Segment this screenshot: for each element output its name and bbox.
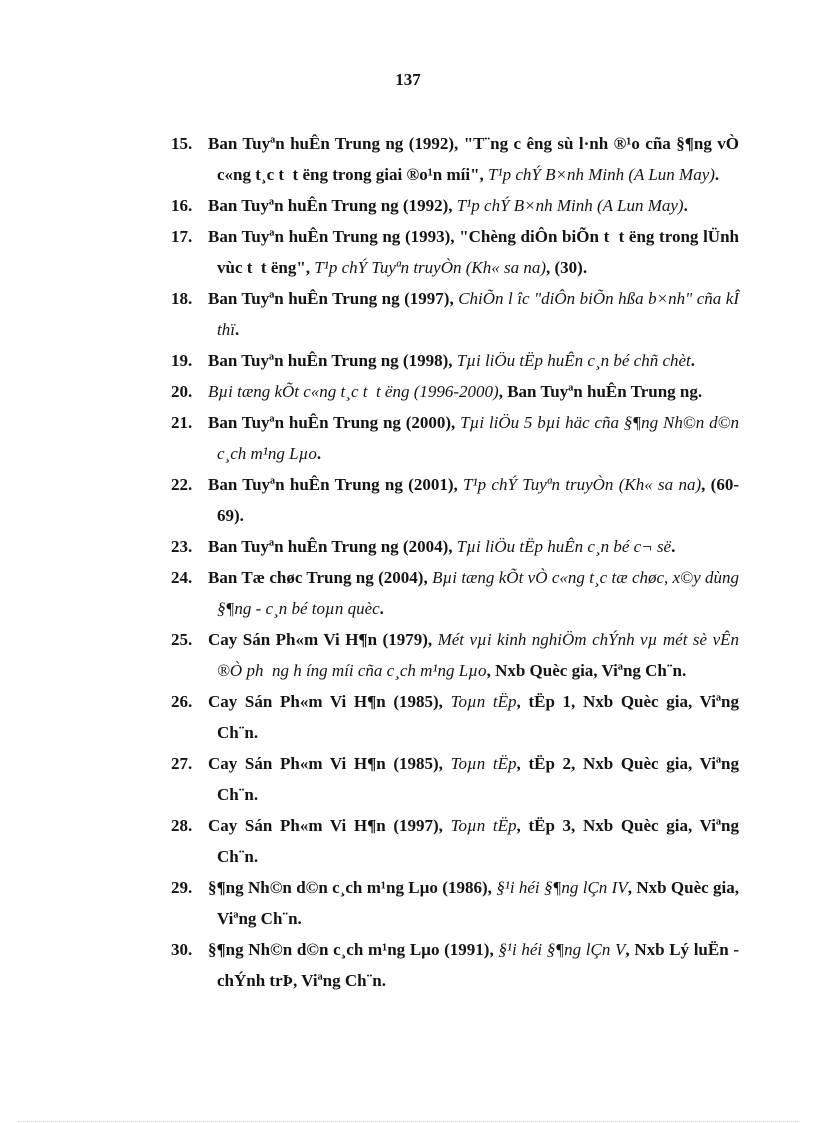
reference-item: [134, 221, 739, 283]
reference-title: §¹i héi §¶ng lÇn V: [498, 940, 626, 959]
reference-number: 23.: [171, 537, 193, 556]
reference-number: 15.: [171, 134, 193, 153]
reference-text: Cay Sán Ph«m Vi H¶n (1985),: [208, 754, 451, 773]
reference-text: .: [690, 351, 696, 370]
reference-text: , (30).: [546, 258, 588, 277]
reference-number: 17.: [171, 227, 193, 246]
reference-number: 27.: [171, 754, 193, 773]
reference-title: T¹p chÝ Tuyªn truyÒn (Kh« sa na): [314, 258, 547, 277]
reference-title: Toµn tËp: [450, 754, 517, 773]
reference-text: Ban Tuyªn huÊn Trung ng (1992), "T¨ng c êng sù l·nh ®¹o cña §¶ng vÒ c«ng t¸c t t ëng trong giai ®o¹n míi",: [208, 134, 739, 184]
reference-title: T¹p chÝ B×nh Minh (A Lun May): [456, 196, 684, 215]
reference-item: [134, 624, 739, 686]
reference-text: , Ban Tuyªn huÊn Trung ng.: [498, 382, 703, 401]
reference-number: 22.: [171, 475, 193, 494]
reference-title: Tµi liÖu tËp huÊn c¸n bé chñ chèt: [456, 351, 691, 370]
reference-text: §¶ng Nh©n d©n c¸ch m¹ng Lµo (1986),: [208, 878, 497, 897]
reference-text: , tËp 2, Nxb Quèc gia, Viªng Ch¨n.: [217, 754, 739, 804]
reference-text: , Nxb Quèc gia, Viªng Ch¨n.: [486, 661, 687, 680]
reference-number: 29.: [171, 878, 193, 897]
reference-number: 30.: [171, 940, 193, 959]
reference-item: [134, 345, 739, 376]
reference-number: 19.: [171, 351, 193, 370]
reference-title: Toµn tËp: [450, 816, 517, 835]
reference-text: .: [671, 537, 676, 556]
reference-item: [134, 531, 739, 562]
reference-title: Toµn tËp: [450, 692, 517, 711]
reference-title: Tµi liÖu 5 bµi häc cña §¶ng Nh©n d©n c¸ch m¹ng Lµo: [217, 413, 739, 463]
reference-item: [134, 748, 739, 810]
reference-number: 16.: [171, 196, 193, 215]
reference-number: 20.: [171, 382, 193, 401]
reference-list: [134, 128, 739, 996]
reference-text: §¶ng Nh©n d©n c¸ch m¹ng Lµo (1991),: [208, 940, 499, 959]
reference-number: 26.: [171, 692, 193, 711]
reference-text: , Nxb Lý luËn - chÝnh trÞ, Viªng Ch¨n.: [217, 940, 739, 990]
reference-text: Ban Tuyªn huÊn Trung ng (2000),: [208, 413, 461, 432]
reference-title: Mét vµi kinh nghiÖm chÝnh vµ mét sè vÊn ®Ò ph ng h íng míi cña c¸ch m¹ng Lµo: [217, 630, 739, 680]
reference-item: [134, 283, 739, 345]
reference-text: , tËp 1, Nxb Quèc gia, Viªng Ch¨n.: [217, 692, 739, 742]
reference-text: .: [379, 599, 384, 618]
reference-text: Cay Sán Ph«m Vi H¶n (1985),: [208, 692, 451, 711]
reference-item: [134, 407, 739, 469]
reference-item: [134, 128, 739, 190]
reference-title: T¹p chÝ B×nh Minh (A Lun May): [488, 165, 715, 184]
reference-text: Ban Tuyªn huÊn Trung ng (1993), "Chèng diÔn biÕn t t ëng trong lÜnh vùc t t ëng",: [208, 227, 739, 277]
reference-item: [134, 934, 739, 996]
reference-item: [134, 562, 739, 624]
reference-item: [134, 190, 739, 221]
reference-text: .: [234, 320, 240, 339]
reference-text: Ban Tuyªn huÊn Trung ng (1992),: [208, 196, 457, 215]
reference-item: [134, 469, 739, 531]
reference-text: , (60-69).: [217, 475, 739, 525]
reference-text: .: [714, 165, 720, 184]
reference-title: T¹p chÝ Tuyªn truyÒn (Kh« sa na): [463, 475, 702, 494]
reference-number: 24.: [171, 568, 193, 587]
reference-text: Ban Tuyªn huÊn Trung ng (1997),: [208, 289, 459, 308]
reference-text: Cay Sán Ph«m Vi H¶n (1997),: [208, 816, 451, 835]
reference-text: Ban Tuyªn huÊn Trung ng (2004),: [208, 537, 457, 556]
reference-text: Ban Tuyªn huÊn Trung ng (2001),: [208, 475, 464, 494]
bottom-dotted-rule: [18, 1121, 798, 1122]
reference-number: 21.: [171, 413, 193, 432]
reference-text: .: [316, 444, 322, 463]
page-number: 137: [395, 70, 421, 89]
reference-text: .: [683, 196, 688, 215]
reference-text: Ban Tuyªn huÊn Trung ng (1998),: [208, 351, 457, 370]
reference-number: 28.: [171, 816, 193, 835]
reference-title: Bµi tæng kÕt vÒ c«ng t¸c tæ chøc, x©y dùng §¶ng - c¸n bé toµn quèc: [217, 568, 740, 618]
reference-text: Ban Tæ chøc Trung ng (2004),: [208, 568, 433, 587]
reference-number: 25.: [171, 630, 193, 649]
reference-title: Bµi tæng kÕt c«ng t¸c t t ëng (1996-2000): [208, 382, 499, 401]
reference-item: [134, 810, 739, 872]
reference-title: ChiÕn l îc "diÔn biÕn hßa b×nh" cña kÎ thï: [217, 289, 739, 339]
reference-item: [134, 376, 739, 407]
reference-text: , Nxb Quèc gia, Viªng Ch¨n.: [217, 878, 739, 928]
reference-number: 18.: [171, 289, 193, 308]
reference-text: , tËp 3, Nxb Quèc gia, Viªng Ch¨n.: [217, 816, 739, 866]
reference-title: §¹i héi §¶ng lÇn IV: [496, 878, 628, 897]
reference-text: Cay Sán Ph«m Vi H¶n (1979),: [208, 630, 438, 649]
reference-item: [134, 872, 739, 934]
reference-title: Tµi liÖu tËp huÊn c¸n bé c¬ së: [456, 537, 672, 556]
reference-item: [134, 686, 739, 748]
